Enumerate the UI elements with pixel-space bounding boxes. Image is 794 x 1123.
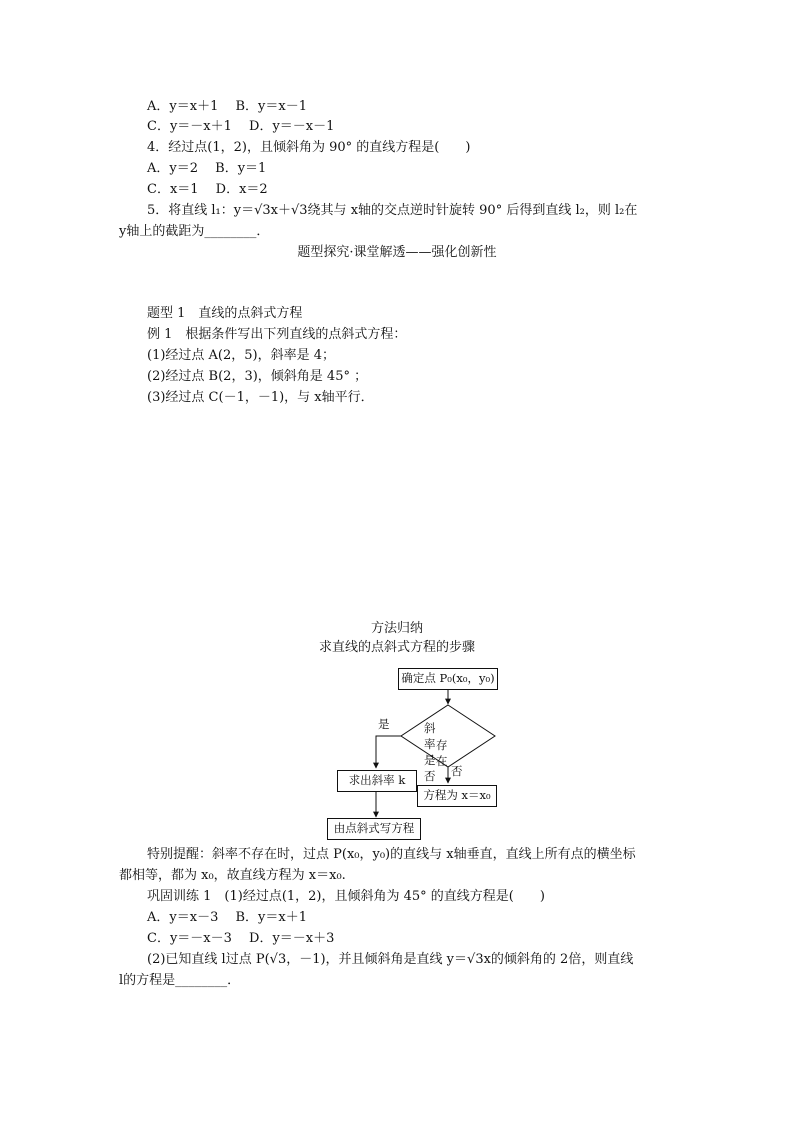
text-line: 4．经过点(1，2)，且倾斜角为 90° 的直线方程是( ): [147, 140, 471, 155]
flow-point-slope-box: 由点斜式写方程: [327, 818, 421, 840]
flow-decision-text-1: 斜率是否: [424, 721, 436, 783]
text-line: 题型 1 直线的点斜式方程: [147, 306, 303, 321]
flow-decision-text-2: 存在: [436, 738, 448, 768]
arrow-yes-branch: [376, 736, 401, 768]
text-line: 都相等，都为 x₀，故直线方程为 x＝x₀.: [119, 868, 346, 883]
text-line: l的方程是________．: [119, 973, 241, 988]
text-line: 巩固训练 1 (1)经过点(1，2)，且倾斜角为 45° 的直线方程是( ): [147, 889, 545, 904]
section-heading: 方法归纳: [370, 621, 423, 636]
text-line: (2)经过点 B(2，3)，倾斜角是 45° ；: [147, 369, 368, 384]
decision-diamond: [401, 705, 495, 767]
text-line: (2)已知直线 l过点 P(√3，－1)，并且倾斜角是直线 y＝√3x的倾斜角的 2倍，则直线: [147, 952, 634, 967]
section-heading: 题型探究·课堂解透——强化创新性: [297, 245, 497, 260]
text-line: (1)经过点 A(2，5)，斜率是 4；: [147, 348, 336, 363]
text-line: C．x＝1 D．x＝2: [147, 182, 268, 197]
text-line: C．y＝－x－3 D．y＝－x＋3: [147, 931, 335, 946]
text-line: (3)经过点 C(－1，－1)，与 x轴平行．: [147, 390, 374, 405]
text-line: C．y＝－x＋1 D．y＝－x－1: [147, 119, 335, 134]
flow-no-label: 否: [451, 764, 463, 778]
text-line: A．y＝x＋1 B．y＝x－1: [147, 99, 307, 114]
text-line: y轴上的截距为________．: [119, 224, 270, 239]
text-line: A．y＝x－3 B．y＝x＋1: [147, 910, 307, 925]
text-line: 例 1 根据条件写出下列直线的点斜式方程：: [147, 327, 407, 342]
flow-start-box: 确定点 P₀(x₀，y₀): [398, 668, 498, 690]
flow-vertical-equation-box: 方程为 x＝x₀: [417, 785, 497, 807]
flow-yes-label: 是: [378, 717, 390, 731]
text-line: 特别提醒：斜率不存在时，过点 P(x₀，y₀)的直线与 x轴垂直，直线上所有点的横坐标: [147, 847, 636, 862]
flow-slope-box: 求出斜率 k: [337, 770, 417, 792]
text-line: A．y＝2 B．y＝1: [147, 161, 267, 176]
text-line: 5．将直线 l₁：y＝√3x＋√3绕其与 x轴的交点逆时针旋转 90° 后得到直线 l₂，则 l₂在: [147, 203, 638, 218]
section-heading: 求直线的点斜式方程的步骤: [318, 640, 475, 655]
